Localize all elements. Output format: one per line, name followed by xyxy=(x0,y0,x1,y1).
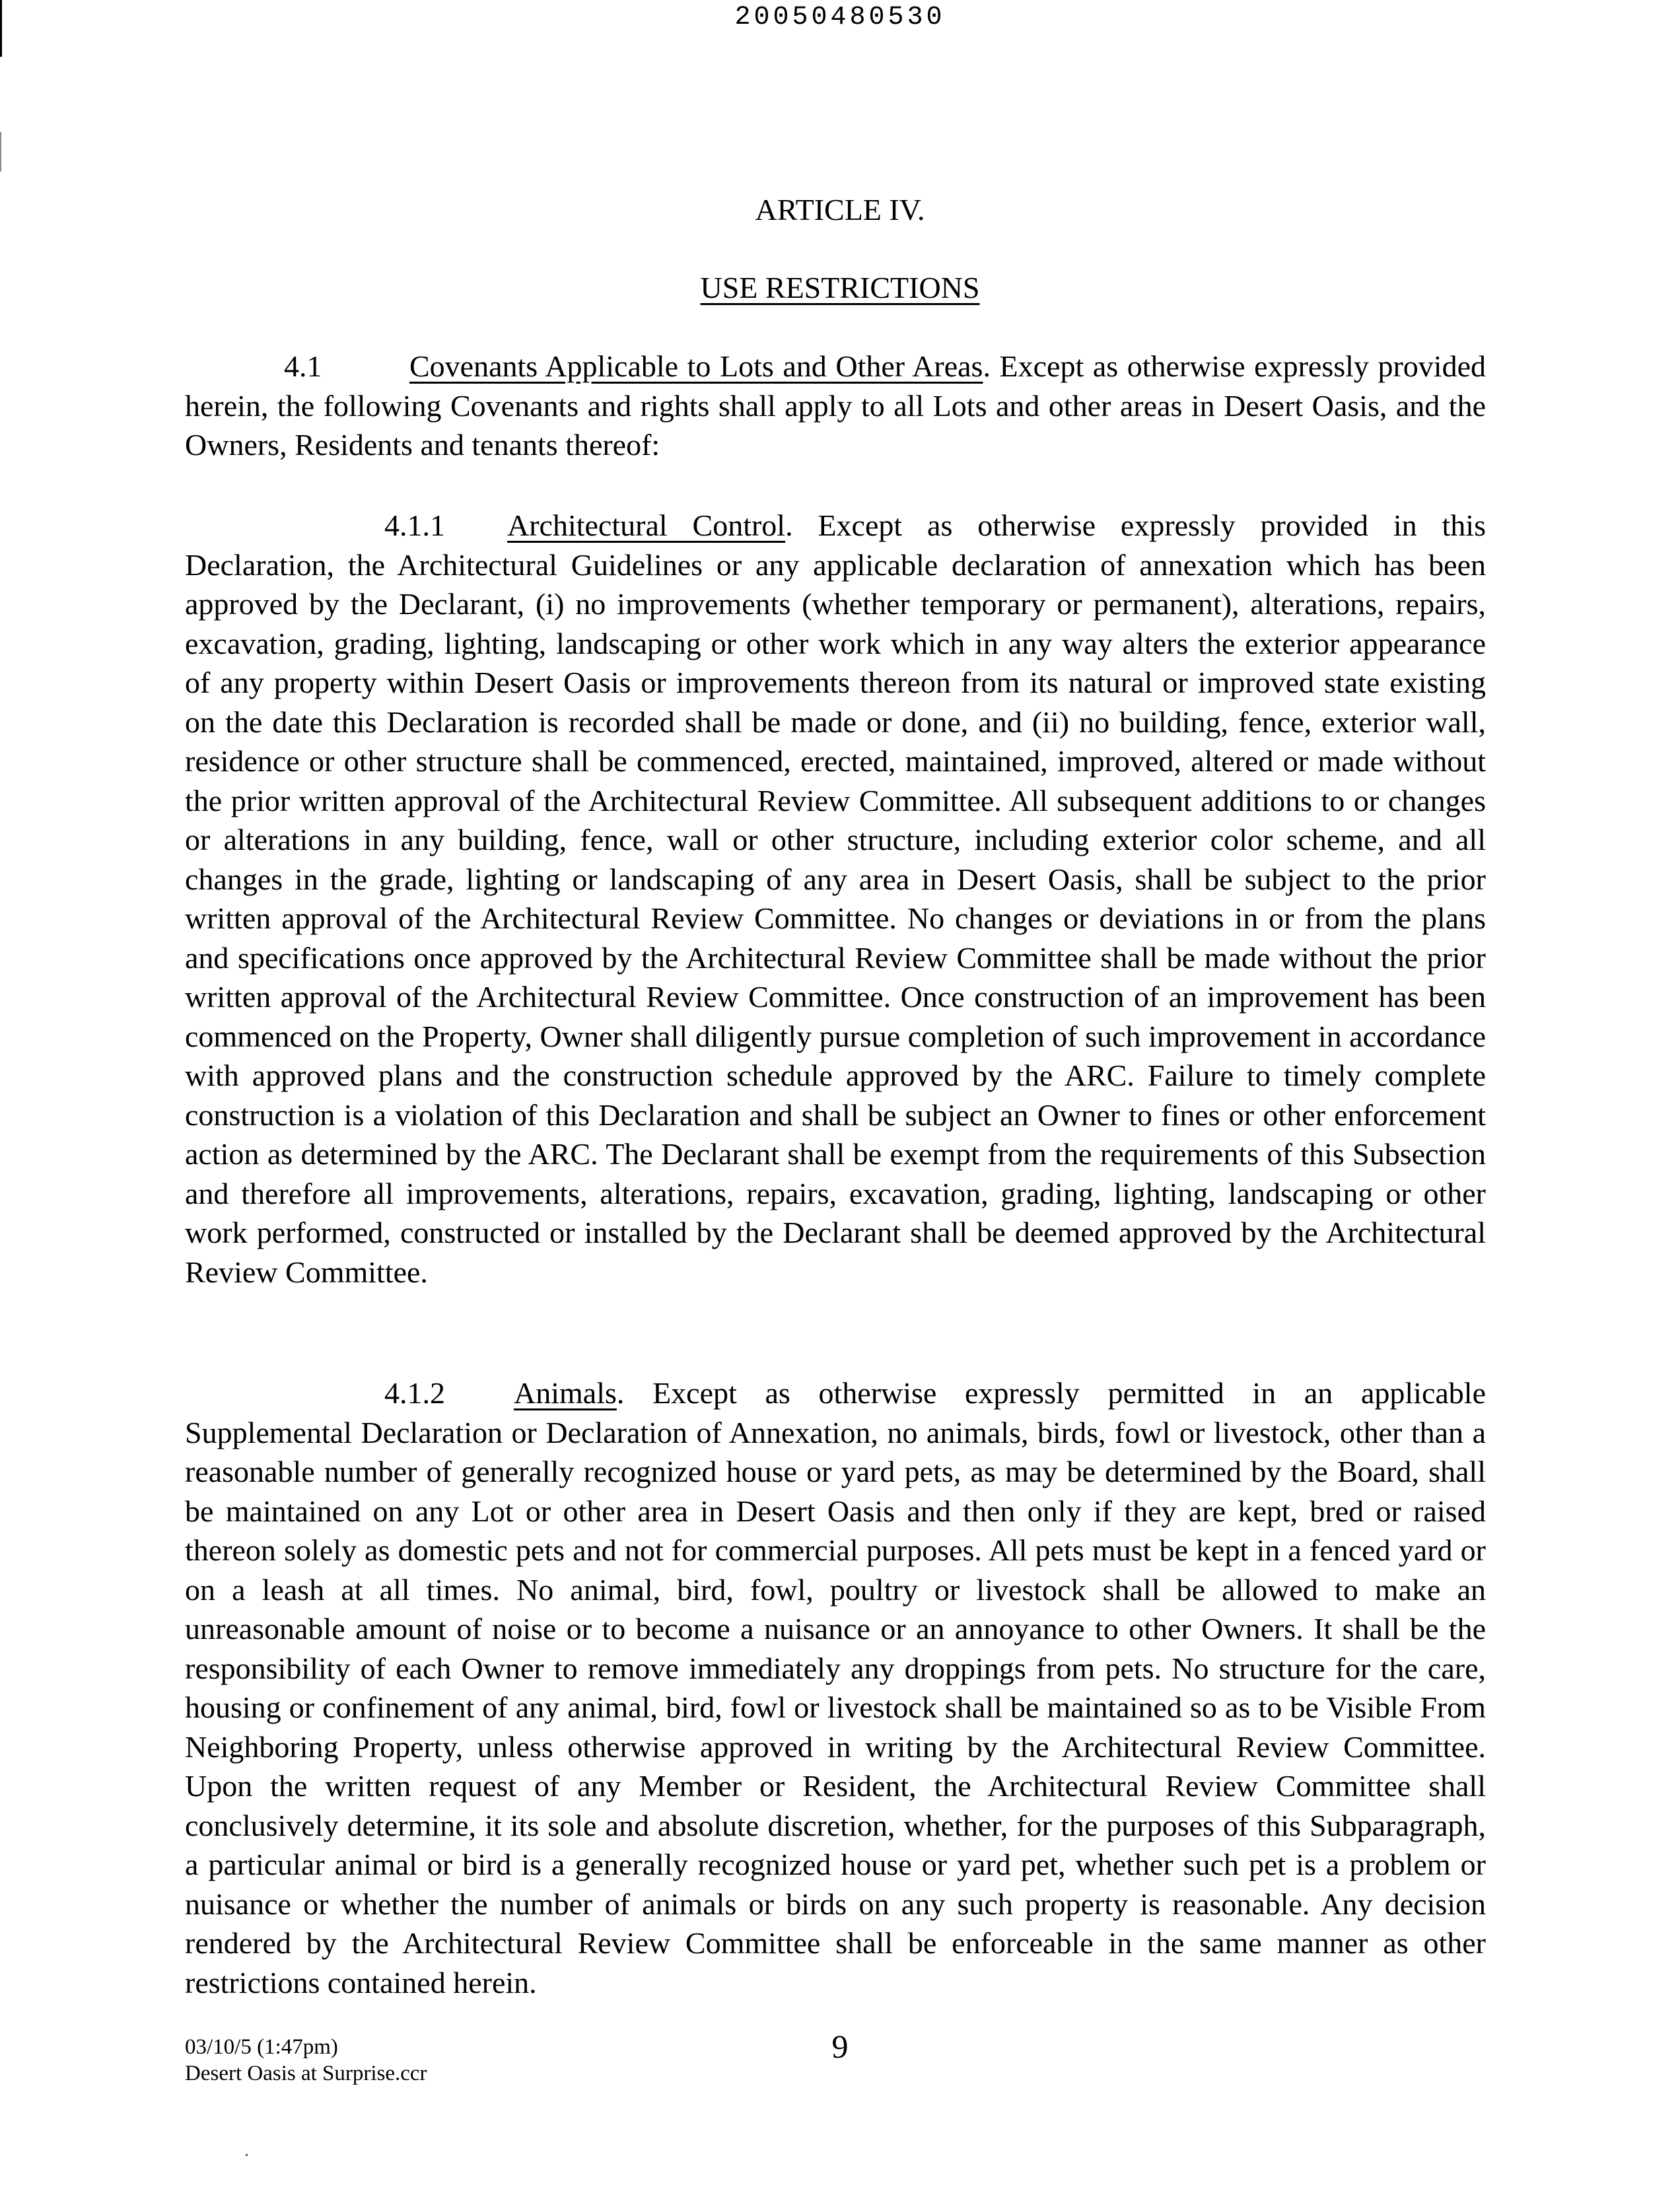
section-4-1-1 xyxy=(185,506,1486,1292)
article-heading: ARTICLE IV. xyxy=(755,193,925,226)
section-body: . Except as otherwise expressly provided herein, the following Covenants and rights shall apply to all Lots and other areas in Desert Oasis, and the Owners, Residents and tenants thereof: xyxy=(185,349,1487,462)
section-title: Covenants Applicable to Lots and Other Areas xyxy=(409,349,983,383)
scan-edge-mark xyxy=(0,132,1,172)
scan-speck xyxy=(246,2154,248,2156)
section-number: 4.1 xyxy=(284,349,322,383)
section-body: . Except as otherwise expressly provided in this Declaration, the Architectural Guidelines or any applicable declaration of annexation which has been approved by the Declarant, (i) no improvements (whether temporary or permanent), alterations, repairs, excavation, grading, lighting, landscaping or other work which in any way alters the exterior appearance of any property within Desert Oasis or improvements thereon from its natural or improved state existing on the date this Declaration is recorded shall be made or done, and (ii) no building, fence, exterior wall, residence or other structure shall be commenced, erected, maintained, improved, altered or made without the prior written approval of the Architectural Review Committee. All subsequent additions to or changes or alterations in any building, fence, wall or other structure, including exterior color scheme, and all changes in the grade, lighting or landscaping of any area in Desert Oasis, shall be subject to the prior written approval of the Architectural Review Committee. No changes or deviations in or from the plans and specifications once approved by the Architectural Review Committee shall be made without the prior written approval of the Architectural Review Committee. Once construction of an improvement has been commenced on the Property, Owner shall diligently pursue completion of such improvement in accordance with approved plans and the construction schedule approved by the ARC. Failure to timely complete construction is a violation of this Declaration and shall be subject an Owner to fines or other enforcement action as determined by the ARC. The Declarant shall be exempt from the requirements of this Subsection and therefore all improvements, alterations, repairs, excavation, grading, lighting, landscaping or other work performed, constructed or installed by the Declarant shall be deemed approved by the Architectural Review Committee. xyxy=(185,508,1486,1289)
footer-date-stamp: 03/10/5 (1:47pm) xyxy=(185,2035,338,2059)
section-title: Architectural Control xyxy=(507,508,786,542)
section-body: . Except as otherwise expressly permitted in an applicable Supplemental Declaration or Declaration of Annexation, no animals, birds, fowl or livestock, other than a reasonable number of generally recognized house or yard pets, as may be determined by the Board, shall be maintained on any Lot or other area in Desert Oasis and then only if they are kept, bred or raised thereon solely as domestic pets and not for commercial purposes. All pets must be kept in a fenced yard or on a leash at all times. No animal, bird, fowl, poultry or livestock shall be allowed to make an unreasonable amount of noise or to become a nuisance or an annoyance to other Owners. It shall be the responsibility of each Owner to remove immediately any droppings from pets. No structure for the care, housing or confinement of any animal, bird, fowl or livestock shall be maintained so as to be Visible From Neighboring Property, unless otherwise approved in writing by the Architectural Review Committee. Upon the written request of any Member or Resident, the Architectural Review Committee shall conclusively determine, it its sole and absolute discretion, whether, for the purposes of this Subparagraph, a particular animal or bird is a generally recognized house or yard pet, whether such pet is a problem or nuisance or whether the number of animals or birds on any such property is reasonable. Any decision rendered by the Architectural Review Committee shall be enforceable in the same manner as other restrictions contained herein. xyxy=(185,1376,1486,1999)
section-4-1-2 xyxy=(185,1373,1486,2002)
page-number: 9 xyxy=(831,2028,849,2065)
section-number: 4.1.2 xyxy=(384,1376,445,1410)
footer-file-name: Desert Oasis at Surprise.ccr xyxy=(185,2062,427,2085)
section-4-1 xyxy=(185,347,1486,465)
article-subheading: USE RESTRICTIONS xyxy=(700,271,980,304)
section-number: 4.1.1 xyxy=(384,508,445,542)
section-title: Animals xyxy=(514,1376,617,1410)
recording-number: 20050480530 xyxy=(734,3,946,32)
